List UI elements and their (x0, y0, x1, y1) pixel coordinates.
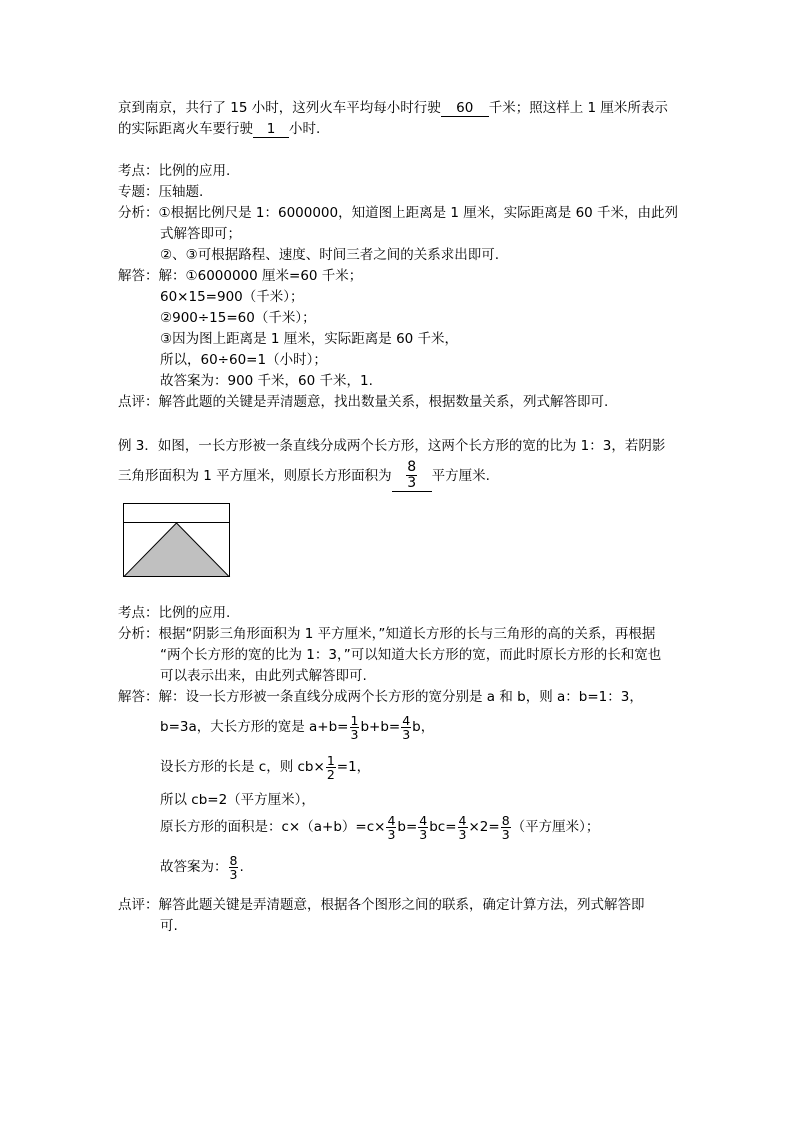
intro-line-2 (118, 119, 320, 139)
intro-line-1 (118, 98, 668, 118)
jieda-3-line-6 (160, 852, 244, 882)
jieda-label: 解答： (118, 689, 159, 705)
fraction-denominator: 3 (407, 475, 417, 491)
fenxi-row-3 (118, 624, 655, 644)
math-text: =1， (336, 759, 371, 775)
answer-blank-hours: 1 (253, 121, 289, 138)
fraction-denominator: 2 (326, 766, 335, 782)
example-3-text: 平方厘米. (431, 468, 490, 484)
dianping-row (118, 392, 608, 412)
zhuanti-row (118, 182, 203, 202)
fenxi-line-2: 式解答即可； (160, 226, 241, 242)
fraction-numerator: 4 (458, 812, 467, 828)
fenxi-3-line-3: 可以表示出来，由此列式解答即可. (160, 668, 367, 684)
zhuanti-label: 专题： (118, 184, 159, 200)
fenxi-row (118, 203, 678, 223)
fraction-four-thirds (401, 714, 411, 741)
math-text: bc= (429, 819, 457, 835)
fenxi-label: 分析： (118, 205, 159, 221)
dianping-label: 点评： (118, 897, 159, 913)
fraction-four-thirds (418, 814, 428, 841)
math-text: 原长方形的面积是：c×（a+b）=c× (160, 819, 386, 835)
math-text: b+b= (360, 719, 401, 735)
example-3-text: 三角形面积为 1 平方厘米，则原长方形面积为 (118, 468, 392, 484)
dianping-text: 解答此题的关键是弄清题意，找出数量关系，根据数量关系，列式解答即可. (158, 394, 609, 410)
fraction-numerator: 8 (229, 852, 238, 868)
example-3-line-1: 例 3．如图，一长方形被一条直线分成两个长方形，这两个长方形的宽的比为 1：3，若阴影 (118, 438, 666, 454)
dianping-label: 点评： (118, 394, 159, 410)
fraction-numerator: 1 (350, 712, 359, 728)
kaodian-row-3 (118, 603, 230, 623)
fenxi-text: 根据“阴影三角形面积为 1 平方厘米，”知道长方形的长与三角形的高的关系，再根据 (158, 626, 656, 642)
dianping-row-3 (118, 895, 645, 915)
dianping-text: 解答此题关键是弄清题意，根据各个图形之间的联系，确定计算方法，列式解答即 (158, 897, 645, 913)
kaodian-row (118, 161, 230, 181)
fraction-numerator: 8 (501, 812, 510, 828)
fraction-one-half (326, 754, 336, 781)
jieda-3-line-2 (160, 712, 434, 742)
fraction-denominator: 3 (402, 726, 411, 742)
fenxi-text: ①根据比例尺是 1：6000000，知道图上距离是 1 厘米，实际距离是 60 千米，由此列 (158, 205, 679, 221)
fraction-denominator: 3 (350, 726, 359, 742)
jieda-3-line-3 (160, 752, 370, 782)
fraction-denominator: 3 (419, 826, 428, 842)
kaodian-text: 比例的应用. (158, 163, 231, 179)
math-text: ×2= (468, 819, 500, 835)
math-text: 设长方形的长是 c，则 cb× (160, 759, 325, 775)
example-3-line-2 (118, 460, 490, 492)
zhuanti-text: 压轴题. (158, 184, 204, 200)
jieda-line-2: 60×15=900（千米）； (160, 289, 304, 305)
fraction-denominator: 3 (458, 826, 467, 842)
kaodian-label: 考点： (118, 605, 159, 621)
math-text: b=3a，大长方形的宽是 a+b= (160, 719, 349, 735)
fraction-four-thirds (386, 814, 396, 841)
fraction-numerator: 1 (326, 752, 335, 768)
fenxi-line-3: ②、③可根据路程、速度、时间三者之间的关系求出即可. (160, 247, 499, 263)
rectangle-figure (122, 502, 232, 578)
jieda-row-3 (118, 687, 643, 707)
kaodian-text: 比例的应用. (158, 605, 231, 621)
intro-text: 千米；照这样上 1 厘米所表示 (488, 100, 668, 116)
fraction-numerator: 4 (402, 712, 411, 728)
answer-fraction (406, 460, 417, 491)
jieda-3-line-4: 所以 cb=2（平方厘米）， (160, 792, 315, 808)
jieda-text: 解：设一长方形被一条直线分成两个长方形的宽分别是 a 和 b，则 a：b=1：3， (158, 689, 643, 705)
fraction-denominator: 3 (387, 826, 396, 842)
math-text: （平方厘米）； (511, 819, 600, 835)
intro-text: 的实际距离火车要行驶 (118, 121, 253, 137)
jieda-line-4: ③因为图上距离是 1 厘米，实际距离是 60 千米， (160, 331, 459, 347)
fraction-eight-thirds (229, 854, 239, 881)
dianping-3-line-2: 可. (160, 918, 178, 934)
intro-text: 小时. (289, 121, 321, 137)
fraction-eight-thirds (501, 814, 511, 841)
fraction-one-third (350, 714, 360, 741)
jieda-row (118, 266, 362, 286)
fraction-denominator: 3 (501, 826, 510, 842)
fraction-four-thirds (458, 814, 468, 841)
fraction-numerator: 8 (407, 459, 417, 475)
math-text: b， (412, 719, 435, 735)
fenxi-3-line-2: “两个长方形的宽的比为 1：3，”可以知道大长方形的宽，而此时原长方形的长和宽也 (160, 647, 662, 663)
jieda-3-line-5 (160, 812, 599, 842)
answer-blank-speed: 60 (441, 100, 489, 117)
fraction-numerator: 4 (419, 812, 428, 828)
jieda-line-3: ②900÷15=60（千米）； (160, 310, 316, 326)
math-text: . (239, 859, 244, 875)
jieda-line-6: 故答案为：900 千米，60 千米，1. (160, 373, 373, 389)
fraction-numerator: 4 (387, 812, 396, 828)
math-text: b= (397, 819, 418, 835)
fenxi-label: 分析： (118, 626, 159, 642)
intro-text: 京到南京，共行了 15 小时，这列火车平均每小时行驶 (118, 100, 441, 116)
math-text: 故答案为： (160, 859, 228, 875)
jieda-line-5: 所以，60÷60=1（小时）； (160, 352, 327, 368)
jieda-text: 解：①6000000 厘米=60 千米； (158, 268, 363, 284)
fraction-denominator: 3 (229, 866, 238, 882)
kaodian-label: 考点： (118, 163, 159, 179)
answer-blank-area (392, 460, 432, 492)
jieda-label: 解答： (118, 268, 159, 284)
